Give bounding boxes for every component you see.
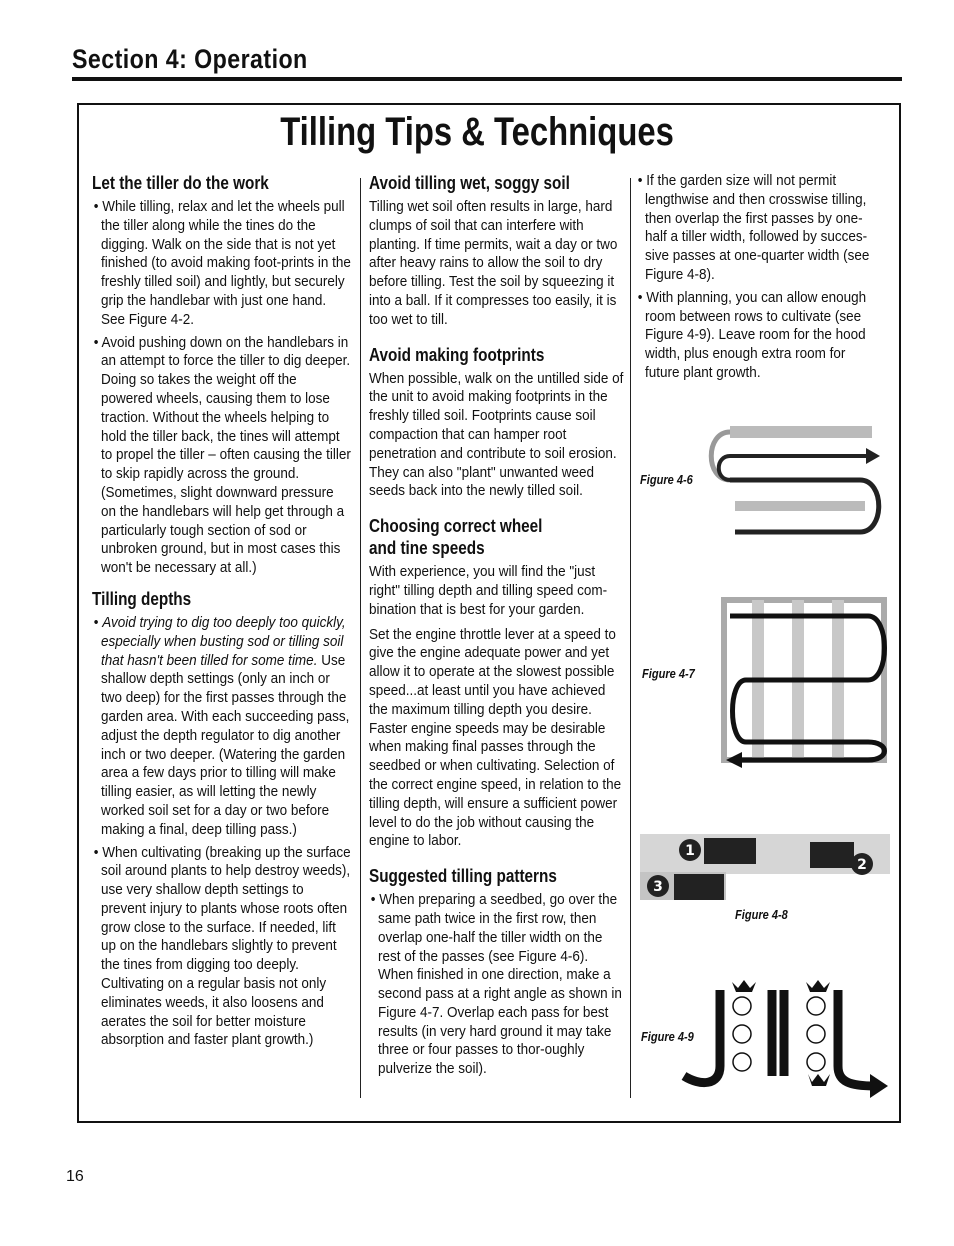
page-title (0, 110, 954, 155)
figure-4-9-diagram (680, 966, 890, 1098)
column-2-body-3 (369, 563, 627, 851)
heading-text: Tilling depths (92, 588, 192, 609)
heading-text: Suggested tilling patterns (369, 866, 557, 887)
column-2 (369, 172, 627, 1079)
column-2-body-1 (369, 198, 627, 330)
heading-footprints (369, 344, 627, 366)
heading-wet-soil (369, 172, 627, 194)
heading-patterns (369, 865, 627, 887)
page-number: 16 (66, 1168, 84, 1185)
badge-3-text: 3 (653, 879, 663, 895)
page-title-text: Tilling Tips & Techniques (280, 110, 674, 154)
para-experience: With experience, you will find the "just right" tilling depth and tilling speed com-bination that is best for your garden. (369, 563, 608, 618)
figure-4-6-diagram (700, 418, 890, 544)
heading-text-2: and tine speeds (369, 538, 485, 559)
figure-4-7-label: Figure 4-7 (642, 666, 695, 681)
bullet-avoid-pushing: • Avoid pushing down on the handlebars in an attempt to force the tiller to dig deeper. Doing so takes the weight off the powered wheels, causing them to lose traction. Without the wheels helping to hold the tiller back, the tines will attempt to propel the tiller – often causing the tiller to skip rapidly across the ground. (Sometimes, slight downward pressure on the handlebars will help get through a particularly tough section of sod or unbroken ground, but in most cases this won't be necessary at all.) (93, 333, 351, 577)
heading-text: Avoid tilling wet, soggy soil (369, 173, 570, 193)
para-wet-soil: Tilling wet soil often results in large, hard clumps of soil that can interfere with planting. If time permits, wait a day or two after heavy rains to allow the soil to dry before tilling. Test the soil by squeezing it into a ball. If it compresses too easily, it is too wet to till. (369, 198, 618, 328)
figure-4-8-label: Figure 4-8 (735, 907, 788, 922)
figure-4-8-diagram (638, 832, 894, 904)
heading-speeds (369, 515, 627, 559)
bullet-avoid-deep: • Avoid trying to dig too deeply too quickly, especially when busting sod or tilling soil that hasn't been tilled for some time. Use shallow depth settings (only an inch or two deep) for the first passes through the garden area. With each succeeding pass, adjust the depth regulator to dig another inch or two deeper. (Watering the garden area a few days prior to tilling will make tilling easier, as will letting the newly worked soil set for a day or two before making a final, deep tilling pass.) (93, 613, 350, 838)
bullet-relax: • While tilling, relax and let the wheels pull the tiller along while the tines do the digging. Walk on the side that is not yet finished (to avoid making foot-prints in the freshly tilled soil) and lightly, but securely grip the handlebar with just one hand. See Figure 4-2. (93, 198, 351, 328)
para-throttle: Set the engine throttle lever at a speed to give the engine adequate power and yet allow it to operate at the slowest possible speed...at least until you have achieved the maximum tilling depth you desire. Faster engine speeds may be desirable when making final passes through the seedbed or when cultivating. Selection of the correct engine speed, in relation to the tilling depth, will ensure a sufficient power level to do the job without causing the engine to labor. (369, 625, 622, 850)
badge-1-text: 1 (685, 843, 695, 859)
column-2-body-2 (369, 370, 627, 502)
column-3 (636, 172, 881, 383)
bullet-cultivating: • When cultivating (breaking up the surface soil around plants to help destroy weeds), use very shallow depth settings to prevent injury to plants whose roots often grow close to the surface. If needed, lift up on the handlebars slightly to prevent the tines from digging too deeply. Cultivating on a regular basis not only eliminates weeds, it also loosens and aerates the soil for better moisture absorption and faster plant growth.) (93, 843, 351, 1049)
figure-4-7-diagram (718, 592, 890, 774)
heading-text: Let the tiller do the work (92, 173, 269, 193)
column-1 (92, 172, 352, 1050)
badge-2-text: 2 (857, 857, 867, 873)
column-3-body (636, 172, 881, 383)
bullet-rest: Use shallow depth settings (only an inch or two deep) for the first passes through the garden area. With each succeeding pass, adjust the depth regulator to dig another inch or two deeper. (Watering the garden area a few days prior to tilling will make tilling easier, as will letting the newly worked soil set for a day or two before making a final, deep tilling pass.) (101, 651, 350, 838)
bullet-seedbed: • When preparing a seedbed, go over the same path twice in the first row, then overlap one-half the tiller width on the rest of the passes (see Figure 4-6). When finished in one direction, make a second pass at a right angle as shown in Figure 4-7. Overlap each pass for best results (in very hard ground it may take three or four passes to thor-oughly pulverize the soil). (370, 891, 622, 1078)
section-rule (72, 77, 902, 81)
bullet-garden-size: • If the garden size will not permit lengthwise and then crosswise tilling, then overlap the first passes by one-half a tiller width, followed by succes-sive passes at one-quarter width (see Figure 4-8). (637, 172, 870, 283)
figure-4-6-label: Figure 4-6 (640, 472, 693, 487)
heading-text: Avoid making footprints (369, 344, 545, 365)
heading-text: Choosing correct wheel (369, 516, 543, 537)
column-1-body (92, 198, 352, 578)
para-footprints: When possible, walk on the untilled side of the unit to avoid making footprints in the freshly tilled soil. Footprints cause soil compaction that can hamper root penetration and contribute to soil erosion. They can also "plant" unwanted weed seeds back into the newly tilled soil. (369, 369, 624, 500)
section-title: Section 4: Operation (72, 44, 308, 74)
heading-tilling-depths (92, 588, 352, 610)
italic-warning: Avoid trying to dig too deeply too quickly, especially when busting sod or tilling soil that hasn't been tilled for some time. (101, 613, 346, 669)
figure-4-9-label: Figure 4-9 (641, 1029, 694, 1044)
heading-let-tiller-work (92, 172, 352, 194)
column-divider-2 (630, 178, 631, 1098)
column-divider-1 (360, 178, 361, 1098)
column-2-body-4 (369, 891, 627, 1079)
bullet-planning: • With planning, you can allow enough room between rows to cultivate (see Figure 4-9). Leave room for the hood width, plus enough extra room for future plant growth. (637, 288, 867, 381)
column-1-body-2 (92, 614, 352, 1050)
